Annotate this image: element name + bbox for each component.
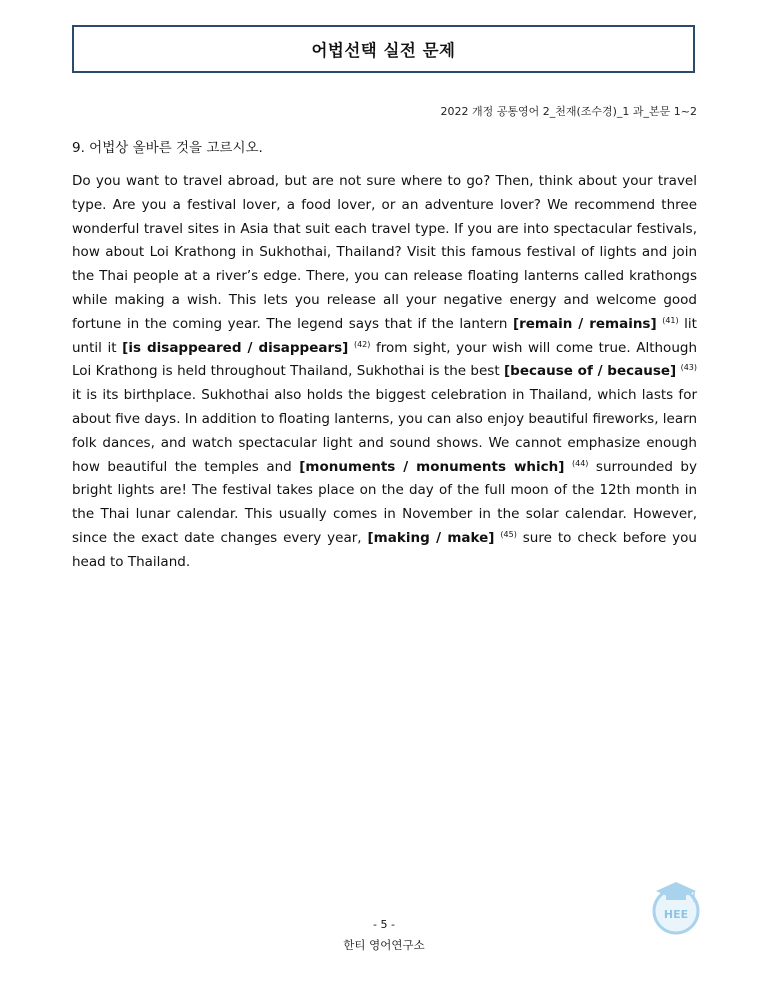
page-title: 어법선택 실전 문제 <box>311 41 456 60</box>
institute-logo <box>648 878 704 938</box>
blank-number-43: (43) <box>680 363 697 373</box>
title-box <box>72 25 695 73</box>
footer-institute: 한티 영어연구소 <box>343 938 425 952</box>
passage-segment: lit until it <box>72 315 697 356</box>
passage-segment: sure to check before you head to Thailand. <box>72 529 697 570</box>
choice-41: [remain / remains] <box>512 315 657 332</box>
blank-number-41: (41) <box>662 315 679 325</box>
choice-45: [making / make] <box>367 529 495 546</box>
choice-43: [because of / because] <box>504 363 677 380</box>
passage-segment: Do you want to travel abroad, but are not sure where to go? Then, think about your travel type. Are you a festival lover, a food lover, or an adventure lover? We recommend three wonderful travel sites in Asia that suit each travel type. If you are into spectacular festivals, how about Loi Krathong in Sukhothai, Thailand? Visit this famous festival of lights and join the Thai people at a river’s edge. There, you can release floating lanterns called krathongs while making a wish. This lets you release all your negative energy and welcome good fortune in the coming year. The legend says that if the lantern <box>72 173 697 332</box>
passage-text <box>72 170 697 575</box>
page-number: - 5 - <box>373 918 395 931</box>
blank-number-45: (45) <box>500 529 517 539</box>
graduation-cap-icon <box>648 878 704 938</box>
question-prompt: 9. 어법상 올바른 것을 고르시오. <box>72 140 263 156</box>
passage-segment: surrounded by bright lights are! The festival takes place on the day of the full moon of the 12th month in the Thai lunar calendar. This usually comes in November in the solar calendar. However, since the exact date changes every year, <box>72 458 697 546</box>
logo-text: HEE <box>663 908 689 921</box>
choice-42: [is disappeared / disappears] <box>122 339 349 356</box>
choice-44: [monuments / monuments which] <box>299 458 565 475</box>
passage-segment: it is its birthplace. Sukhothai also holds the biggest celebration in Thailand, which lasts for about five days. In addition to floating lanterns, you can also enjoy beautiful fireworks, learn folk dances, and watch spectacular light and sound shows. We cannot emphasize enough how beautiful the temples and <box>72 387 697 475</box>
blank-number-42: (42) <box>353 339 371 349</box>
passage-segment: from sight, your wish will come true. Although Loi Krathong is held throughout Thailand, Sukhothai is the best <box>72 339 698 380</box>
blank-number-44: (44) <box>571 458 589 468</box>
source-label: 2022 개정 공통영어 2_천재(조수경)_1 과_본문 1~2 <box>440 105 697 118</box>
